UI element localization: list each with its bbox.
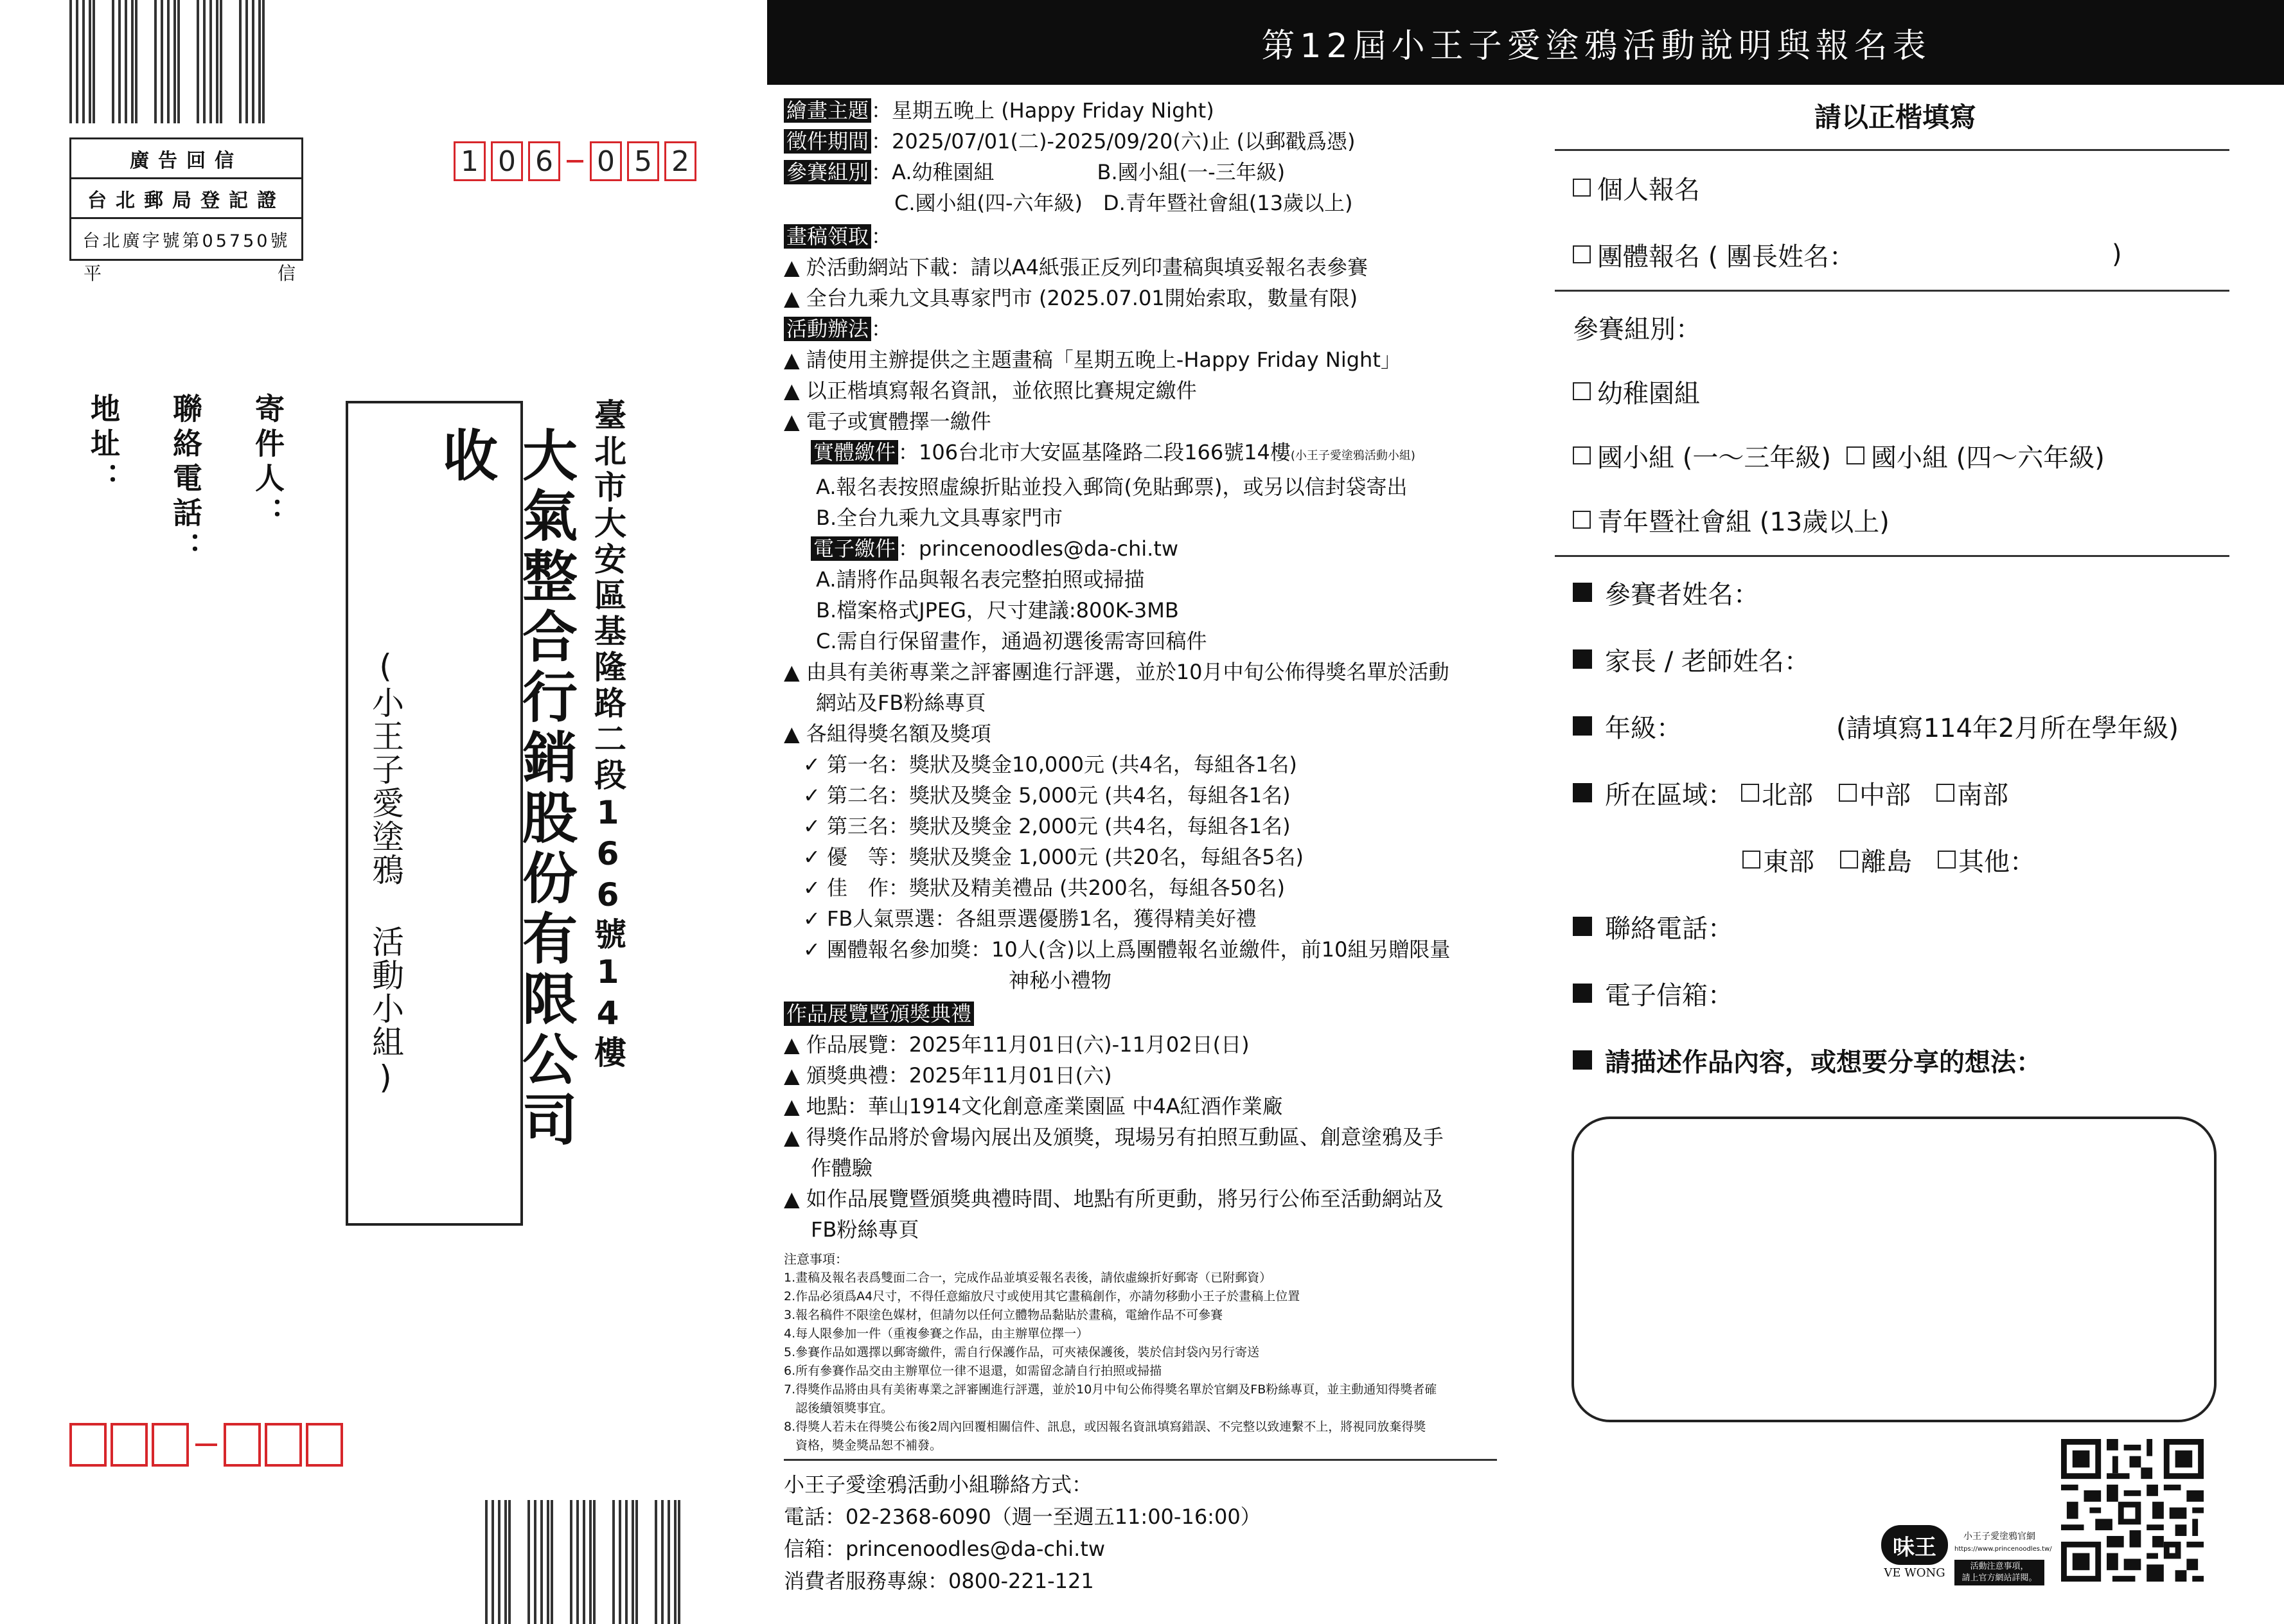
note-item-tail: 認後續領獎事宜。	[795, 1401, 894, 1415]
vewong-logo-sub: VE WONG	[1884, 1566, 1945, 1580]
zip-dash	[195, 1443, 217, 1446]
physical-note: (小王子愛塗鴉活動小組)	[1290, 449, 1415, 463]
prize-item: ✓ 第二名：獎狀及獎金 5,000元 (共4名，每組各1名)	[803, 783, 1291, 808]
team-option[interactable]	[1555, 238, 2236, 270]
note-item: 8.得獎人若未在得獎公布後2周內回覆相關信件、訊息，或因報名資訊填寫錯誤、不完整以致連繫不上，將視同放棄得獎	[784, 1420, 1426, 1434]
qr-pill	[1954, 1560, 2044, 1585]
region-north-label: 北部	[1762, 780, 1813, 810]
bullet-square-icon	[1573, 649, 1592, 669]
draft-tag: 畫稿領取	[784, 224, 871, 249]
barcode-bar	[485, 1500, 511, 1624]
permit-footer	[84, 260, 296, 285]
region-other-label: 其他：	[1958, 847, 2035, 877]
qr-info	[1954, 1530, 2052, 1585]
groups-tag: 參賽組別	[784, 160, 871, 184]
recipient-company: 大氣整合行銷股份有限公司 收	[433, 427, 577, 1212]
email-submit-value: ：princenoodles@da-chi.tw	[898, 536, 1179, 561]
note-item: 4.每人限參加一件（重複參賽之作品，由主辦單位擇一）	[784, 1327, 1089, 1341]
exhibit-line	[784, 998, 1503, 1029]
description-textarea[interactable]	[1571, 1116, 2217, 1422]
kindergarten-checkbox[interactable]	[1573, 382, 1591, 400]
region-south-label: 南部	[1957, 780, 2008, 810]
bullet-square-icon	[1573, 783, 1592, 802]
group-label: 參賽組別：	[1573, 314, 1701, 344]
zip-input-box[interactable]	[111, 1423, 148, 1467]
description-label: 請描述作品內容，或想要分享的想法：	[1605, 1047, 2042, 1077]
individual-option[interactable]	[1555, 172, 2236, 204]
grade-label: 年級：	[1605, 713, 1682, 743]
barcode-bar	[612, 1500, 638, 1624]
recipient-group: (小王子愛塗鴉 活動小組)	[367, 648, 404, 1097]
bullet-square-icon	[1573, 1050, 1592, 1070]
theme-tag: 繪畫主題	[784, 98, 871, 123]
postage-permit-box	[69, 137, 303, 261]
grade-hint: (請填寫114年2月所在學年級)	[1836, 713, 2179, 743]
zip-digit: 6	[528, 141, 560, 181]
prize-item: ✓ 佳 作：獎狀及精美禮品 (共200名，每組各50名)	[803, 876, 1285, 900]
event-info	[784, 95, 1503, 1597]
note-item: 7.得獎作品將由具有美術專業之評審團進行評選，並於10月中旬公佈得獎名單於官網及FB粉絲專頁，並主動通知得獎者確	[784, 1382, 1437, 1397]
kindergarten-label: 幼稚園組	[1597, 378, 1700, 409]
bullet-square-icon	[1573, 716, 1592, 736]
participant-name-field[interactable]	[1555, 576, 2236, 608]
prize-item: ✓ 第一名：獎狀及獎金10,000元 (共4名，每組各1名)	[803, 752, 1297, 777]
team-checkbox[interactable]	[1573, 245, 1591, 263]
exhibit-item: ▲ 頒獎典禮：2025年11月01日(六)	[784, 1063, 1112, 1088]
groups-value: ：A.幼稚園組 B.國小組(一-三年級)	[871, 160, 1286, 184]
postal-barcode-bottom	[485, 1500, 704, 1624]
draft-item: ▲ 全台九乘九文具專家門市 (2025.07.01開始索取，數量有限)	[784, 286, 1358, 310]
zip-digit: 5	[627, 141, 659, 181]
method-item: ▲ 以正楷填寫報名資訊，並依照比賽規定繳件	[784, 378, 1197, 403]
email-item: C.需自行保留畫作，通過初選後需寄回稿件	[816, 629, 1207, 653]
recipient-address: 臺北市大安區基隆路二段166號14樓	[589, 398, 626, 1072]
phone-label: 聯絡電話：	[1605, 914, 1733, 944]
elementary-low-label: 國小組 (一～三年級)	[1597, 443, 1831, 473]
email-item: B.檔案格式JPEG，尺寸建議:800K-3MB	[816, 598, 1179, 622]
draft-colon: ：	[871, 224, 892, 249]
page-title: 第12屆小王子愛塗鴉活動說明與報名表	[1261, 26, 1931, 66]
judging-line: ▲ 由具有美術專業之評審團進行評選，並於10月中旬公佈得獎名單於活動	[784, 660, 1449, 684]
contact-email: 信箱：princenoodles@da-chi.tw	[784, 1537, 1106, 1561]
region-field-2	[1555, 843, 2236, 876]
exhibit-change-tail: FB粉絲專頁	[811, 1217, 919, 1242]
draft-item: ▲ 於活動網站下載：請以A4紙張正反列印畫稿與填妥報名表參賽	[784, 255, 1368, 279]
team-close: )	[2112, 240, 2122, 269]
draft-line	[784, 221, 1503, 252]
region-central-checkbox[interactable]	[1839, 784, 1857, 802]
method-line	[784, 313, 1503, 344]
region-east-label: 東部	[1763, 847, 1814, 877]
judging-line-2: 網站及FB粉絲專頁	[816, 691, 986, 715]
qr-url: https://www.princenoodles.tw/	[1954, 1546, 2052, 1553]
grade-field[interactable]	[1555, 710, 2236, 742]
recipient-zip-code	[454, 141, 696, 181]
email-label: 電子信箱：	[1605, 980, 1733, 1011]
contact-divider	[784, 1459, 1497, 1461]
header-bar	[767, 0, 2284, 85]
method-item: ▲ 電子或實體擇一繳件	[784, 409, 991, 434]
barcode-bar	[112, 0, 137, 123]
physical-line	[784, 437, 1503, 472]
bullet-square-icon	[1573, 583, 1592, 602]
period-line	[784, 126, 1503, 157]
description-field	[1555, 1044, 2236, 1076]
notes-title: 注意事項：	[784, 1251, 848, 1267]
prize-item: ✓ 團體報名參加獎：10人(含)以上爲團體報名並繳件，前10組另贈限量	[803, 937, 1451, 962]
region-south-checkbox[interactable]	[1936, 784, 1954, 802]
email-item: A.請將作品與報名表完整拍照或掃描	[816, 567, 1145, 592]
zip-digit: 0	[590, 141, 622, 181]
email-field[interactable]	[1555, 977, 2236, 1009]
form-divider	[1555, 555, 2229, 557]
region-field	[1555, 777, 2236, 809]
youth-option[interactable]	[1555, 504, 2236, 536]
postal-barcode-top	[69, 0, 288, 123]
qr-title: 小王子愛塗鴉官網	[1963, 1531, 2035, 1542]
permit-foot-right: 信	[277, 263, 296, 284]
region-north-checkbox[interactable]	[1741, 784, 1759, 802]
region-other-checkbox[interactable]	[1938, 851, 1956, 869]
theme-line	[784, 95, 1503, 126]
zip-digit: 2	[664, 141, 696, 181]
zip-dash	[567, 160, 583, 163]
exhibit-item: ▲ 地點：華山1914文化創意產業園區 中4A紅酒作業廠	[784, 1094, 1283, 1118]
form-title: 請以正楷填寫	[1814, 102, 1976, 133]
email-submit-tag: 電子繳件	[811, 536, 898, 561]
elementary-low-checkbox[interactable]	[1573, 446, 1591, 464]
period-value: ：2025/07/01(二)-2025/09/20(六)止 (以郵戳爲憑)	[871, 129, 1356, 154]
theme-value: ：星期五晚上 (Happy Friday Night)	[871, 98, 1214, 123]
note-item: 5.參賽作品如選擇以郵寄繳件，需自行保護作品，可夾裱保護後，裝於信封袋內另行寄送	[784, 1345, 1260, 1359]
method-item: ▲ 請使用主辦提供之主題畫稿「星期五晚上-Happy Friday Night」	[784, 348, 1401, 372]
physical-item: A.報名表按照虛線折貼並投入郵筒(免貼郵票)，或另以信封袋寄出	[816, 475, 1408, 499]
zip-digit: 0	[491, 141, 523, 181]
region-east-checkbox[interactable]	[1742, 851, 1760, 869]
note-item: 3.報名稿件不限塗色媒材，但請勿以任何立體物品黏貼於畫稿，電繪作品不可參賽	[784, 1308, 1223, 1322]
physical-value: ：106台北市大安區基隆路二段166號14樓	[898, 440, 1291, 464]
zip-input-box[interactable]	[306, 1423, 343, 1467]
qr-pill-line1: 活動注意事項，	[1970, 1562, 2029, 1571]
zip-input-box[interactable]	[152, 1423, 189, 1467]
bullet-square-icon	[1573, 917, 1592, 936]
qr-pill-line2: 請上官方網站詳閱。	[1961, 1573, 2037, 1583]
exhibit-item: ▲ 作品展覽：2025年11月01日(六)-11月02日(日)	[784, 1032, 1250, 1057]
note-item: 2.作品必須爲A4尺寸，不得任意縮放尺寸或使用其它畫稿創作，亦請勿移動小王子於畫稿上位置	[784, 1289, 1300, 1303]
barcode-bar	[69, 0, 95, 123]
permit-title: 廣告回信	[71, 139, 301, 179]
physical-item: B.全台九乘九文具專家門市	[816, 506, 1063, 530]
elementary-options	[1555, 439, 2236, 472]
prize-item: ✓ FB人氣票選：各組票選優勝1名，獲得精美好禮	[803, 906, 1257, 931]
exhibit-change: ▲ 如作品展覽暨頒獎典禮時間、地點有所更動，將另行公佈至活動網站及	[784, 1187, 1444, 1211]
zip-input-box[interactable]	[69, 1423, 107, 1467]
zip-digit: 1	[454, 141, 486, 181]
region-central-label: 中部	[1859, 780, 1911, 810]
barcode-bar	[527, 1500, 553, 1624]
barcode-bar	[239, 0, 265, 123]
zip-input-box[interactable]	[224, 1423, 261, 1467]
notes-section	[784, 1250, 1503, 1455]
barcode-bar	[197, 0, 222, 123]
permit-foot-left: 平	[84, 263, 102, 284]
youth-checkbox[interactable]	[1573, 511, 1591, 529]
sender-name-label: 寄件人：	[251, 393, 285, 532]
participant-name-label: 參賽者姓名：	[1605, 579, 1759, 610]
period-tag: 徵件期間	[784, 129, 871, 154]
individual-label: 個人報名	[1597, 175, 1700, 205]
barcode-bar	[655, 1500, 680, 1624]
permit-registration: 台北郵局登記證	[71, 179, 301, 219]
registration-form	[1555, 90, 2236, 1076]
physical-tag: 實體繳件	[811, 440, 898, 464]
zip-input-box[interactable]	[265, 1423, 302, 1467]
barcode-bar	[570, 1500, 596, 1624]
note-item: 1.畫稿及報名表爲雙面二合一，完成作品並填妥報名表後，請依虛線折好郵寄（已附郵資）	[784, 1271, 1272, 1285]
note-item-tail: 資格，獎金獎品恕不補發。	[795, 1438, 943, 1452]
groups-line-2: C.國小組(四-六年級) D.青年暨社會組(13歲以上)	[894, 191, 1353, 215]
method-colon: ：	[871, 317, 892, 341]
vewong-logo: 味王	[1881, 1525, 1948, 1565]
exhibit-item-tail: 作體驗	[811, 1156, 873, 1180]
region-island-checkbox[interactable]	[1840, 851, 1858, 869]
permit-number: 台北廣字號第05750號	[82, 231, 290, 251]
bullet-square-icon	[1573, 984, 1592, 1003]
parent-name-label: 家長 / 老師姓名：	[1605, 646, 1810, 676]
recipient-box	[346, 401, 577, 1226]
note-item: 6.所有參賽作品交由主辦單位一律不退還，如需留念請自行拍照或掃描	[784, 1364, 1162, 1378]
parent-name-field[interactable]	[1555, 643, 2236, 675]
groups-line	[784, 157, 1503, 188]
sender-phone-label: 聯絡電話：	[168, 393, 203, 567]
exhibit-item: ▲ 得獎作品將於會場內展出及頒獎，現場另有拍照互動區、創意塗鴉及手	[784, 1125, 1444, 1149]
phone-field[interactable]	[1555, 910, 2236, 942]
form-divider	[1555, 149, 2229, 151]
form-divider	[1555, 290, 2229, 292]
prize-item: ✓ 第三名：獎狀及獎金 2,000元 (共4名，每組各1名)	[803, 814, 1291, 838]
contact-title: 小王子愛塗鴉活動小組聯絡方式：	[784, 1472, 1093, 1497]
sender-address-label: 地址：	[86, 393, 121, 497]
individual-checkbox[interactable]	[1573, 179, 1591, 197]
barcode-bar	[154, 0, 180, 123]
kindergarten-option[interactable]	[1555, 375, 2236, 407]
contact-section	[784, 1469, 1503, 1597]
prize-item: ✓ 優 等：獎狀及獎金 1,000元 (共20名，每組各5名)	[803, 845, 1304, 869]
youth-label: 青年暨社會組 (13歲以上)	[1597, 507, 1890, 537]
contact-phone: 電話：02-2368-6090（週一至週五11:00-16:00）	[784, 1505, 1261, 1529]
contact-hotline: 消費者服務專線：0800-221-121	[784, 1569, 1094, 1593]
method-tag: 活動辦法	[784, 317, 871, 341]
exhibit-tag: 作品展覽暨頒獎典禮	[784, 1002, 974, 1026]
elementary-high-checkbox[interactable]	[1846, 446, 1864, 464]
email-submit-line	[784, 533, 1503, 564]
elementary-high-label: 國小組 (四～六年級)	[1870, 443, 2105, 473]
sender-zip-code-boxes[interactable]	[69, 1423, 343, 1467]
region-island-label: 離島	[1861, 847, 1912, 877]
region-label: 所在區域：	[1605, 780, 1733, 810]
qr-code-icon[interactable]	[2061, 1439, 2204, 1582]
prize-item-tail: 神秘小禮物	[1009, 968, 1112, 993]
prize-title: ▲ 各組得獎名額及獎項	[784, 721, 991, 746]
team-label: 團體報名 ( 團長姓名：	[1597, 242, 1855, 272]
